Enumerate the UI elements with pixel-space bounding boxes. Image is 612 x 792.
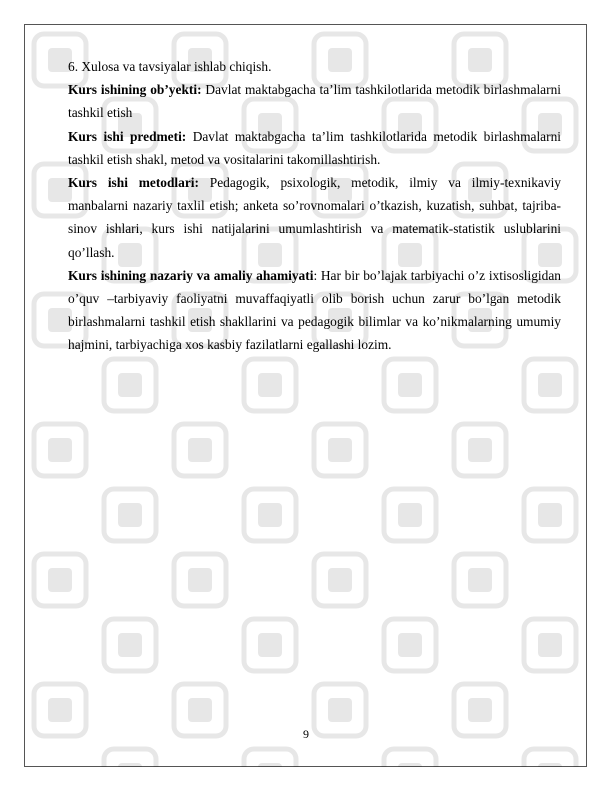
page-number: 9	[303, 727, 309, 741]
objective-label: Kurs ishining ob’yekti:	[68, 82, 202, 98]
subject-text: Davlat maktabgacha ta’lim tashkilotlarida metodik birlashmalarni tashkil etish shakl, metod va vositalarini takomillashtirish.	[68, 128, 561, 167]
methods-label: Kurs ishi metodlari:	[68, 175, 199, 191]
subject-paragraph	[68, 125, 561, 171]
item-6-paragraph	[68, 55, 561, 78]
subject-label: Kurs ishi predmeti:	[68, 128, 187, 144]
methods-text: Pedagogik, psixologik, metodik, ilmiy va ilmiy-texnikaviy manbalarni nazariy taxlil etish; anketa so’rovnomalari o’tkazish, kuzatish, suhbat, tajriba-sinov ishlari, kurs ishi natijalarini umumlashtirish va matematik-statistik uslublarini qo’llash.	[68, 175, 561, 260]
methods-paragraph	[68, 171, 561, 264]
document-body	[68, 55, 561, 357]
significance-label: Kurs ishining nazariy va amaliy ahamiyati	[68, 267, 314, 283]
significance-paragraph	[68, 264, 561, 357]
item-6-text: 6. Xulosa va tavsiyalar ishlab chiqish.	[68, 59, 272, 74]
objective-paragraph	[68, 78, 561, 124]
significance-text: : Har bir bo’lajak tarbiyachi o’z ixtisosligidan o’quv –tarbiyaviy faoliyatni muvaffaqiyatli olib borish uchun zarur bo’lgan metodik birlashmalarni tashkil etish shakllarini va pedagogik bilimlar va ko’nikmalarning umumiy hajmini, tarbiyachiga xos kasbiy fazilatlarni egallashi lozim.	[68, 267, 561, 353]
objective-text: Davlat maktabgacha ta’lim tashkilotlarida metodik birlashmalarni tashkil etish	[68, 82, 561, 121]
